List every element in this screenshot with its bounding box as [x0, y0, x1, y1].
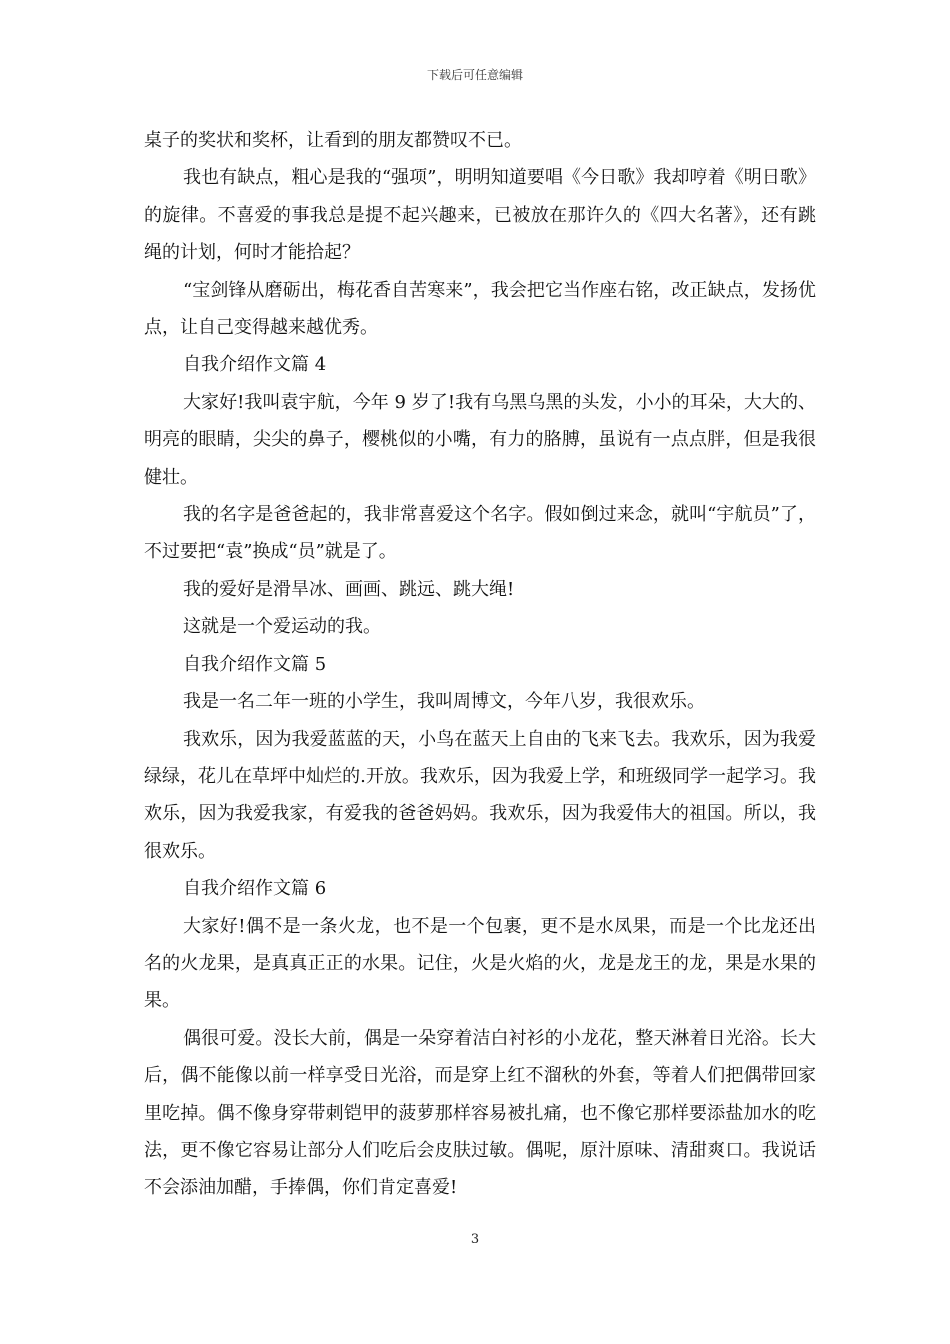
paragraph: 我是一名二年一班的小学生，我叫周博文，今年八岁，我很欢乐。	[183, 691, 705, 713]
paragraph: 这就是一个爱运动的我。	[183, 616, 381, 638]
paragraph: 我的名字是爸爸起的，我非常喜爱这个名字。假如倒过来念，就叫“宇航员”了，不过要把“袁”换成“员”就是了。	[144, 504, 816, 563]
paragraph: 我的爱好是滑旱冰、画画、跳远、跳大绳!	[183, 578, 515, 600]
paragraph: “宝剑锋从磨砺出，梅花香自苦寒来”，我会把它当作座右铭，改正缺点，发扬优点，让自己变得越来越优秀。	[144, 279, 816, 339]
section-heading: 自我介绍作文篇 6	[183, 878, 327, 900]
paragraph: 偶很可爱。没长大前，偶是一朵穿着洁白衬衫的小龙花，整天淋着日光浴。长大后，偶不能像以前一样享受日光浴，而是穿上红不溜秋的外套，等着人们把偶带回家里吃掉。偶不像身穿带刺铠甲的菠萝那样容易被扎痛，也不像它那样要添盐加水的吃法，更不像它容易让部分人们吃后会皮肤过敏。偶呢，原汁原味、清甜爽口。我说话不会添油加醋，手捧偶，你们肯定喜爱!	[144, 1027, 816, 1199]
paragraph: 大家好!偶不是一条火龙，也不是一个包裹，更不是水凤果，而是一个比龙还出名的火龙果，是真真正正的水果。记住，火是火焰的火，龙是龙王的龙，果是水果的果。	[144, 915, 816, 1012]
paragraph: 我欢乐，因为我爱蓝蓝的天，小鸟在蓝天上自由的飞来飞去。我欢乐，因为我爱绿绿，花儿在草坪中灿烂的.开放。我欢乐，因为我爱上学，和班级同学一起学习。我欢乐，因为我爱我家，有爱我的爸爸妈妈。我欢乐，因为我爱伟大的祖国。所以，我很欢乐。	[144, 728, 816, 862]
document-body	[144, 122, 816, 1207]
paragraph: 桌子的奖状和奖杯，让看到的朋友都赞叹不已。	[144, 130, 522, 151]
page-number: 3	[470, 1232, 480, 1247]
section-heading: 自我介绍作文篇 4	[183, 354, 327, 376]
page-header: 下载后可任意编辑	[426, 68, 523, 82]
paragraph: 大家好!我叫袁宇航，今年 9 岁了!我有乌黑乌黑的头发，小小的耳朵，大大的、明亮的眼睛，尖尖的鼻子，樱桃似的小嘴，有力的胳膊，虽说有一点点胖，但是我很健壮。	[144, 391, 816, 488]
section-heading: 自我介绍作文篇 5	[183, 653, 327, 675]
paragraph: 我也有缺点，粗心是我的“强项”，明明知道要唱《今日歌》我却哼着《明日歌》的旋律。不喜爱的事我总是提不起兴趣来，已被放在那许久的《四大名著》，还有跳绳的计划，何时才能拾起？	[144, 167, 816, 264]
